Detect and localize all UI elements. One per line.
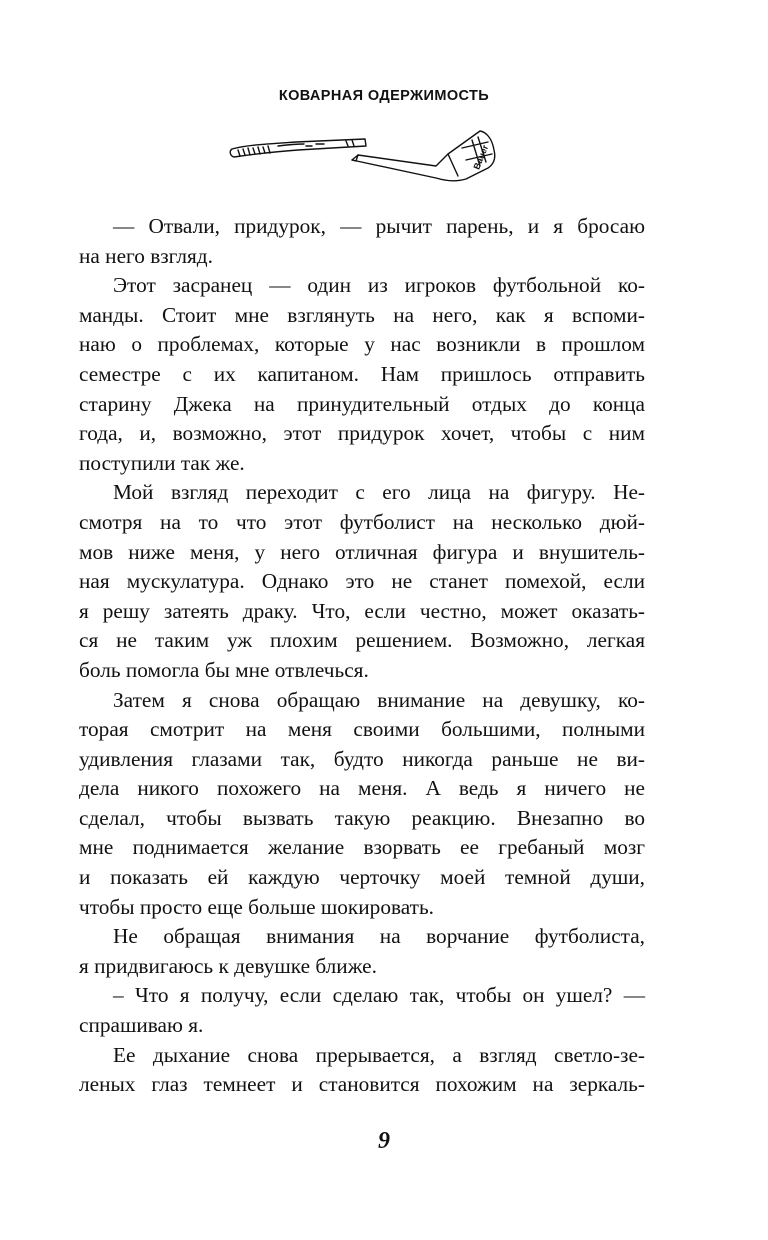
text-line: наю о проблемах, которые у нас возникли в прошлом: [79, 332, 645, 357]
text-line: дела никого похожего на меня. А ведь я ничего не: [79, 776, 645, 801]
body-text: [79, 212, 645, 1100]
text-line: поступили так же.: [79, 450, 245, 475]
text-line: семестре с их капитаном. Нам пришлось отправить: [79, 361, 645, 386]
text-line: года, и, возможно, этот придурок хочет, чтобы с ним: [79, 421, 645, 446]
text-line: — Отвали, придурок, — рычит парень, и я бросаю: [113, 214, 645, 238]
running-header: КОВАРНАЯ ОДЕРЖИМОСТЬ: [278, 88, 490, 104]
text-line: боль помогла бы мне отвлечься.: [79, 657, 369, 682]
text-line: торая смотрит на меня своими большими, полными: [79, 717, 645, 742]
text-line: смотря на то что этот футболист на несколько дюй-: [79, 509, 645, 534]
text-line: старину Джека на принудительный отдых до конца: [79, 391, 645, 416]
text-line: ная мускулатура. Однако это не станет помехой, если: [79, 569, 645, 594]
text-line: Ее дыхание снова прерывается, а взгляд светло-зе-: [113, 1042, 645, 1067]
text-line: леных глаз темнеет и становится похожим на зеркаль-: [79, 1072, 645, 1097]
text-line: удивления глазами так, будто никогда раньше не ви-: [79, 746, 645, 771]
text-line: манды. Стоит мне взглянуть на него, как я вспоми-: [79, 302, 645, 327]
text-line: Мой взгляд переходит с его лица на фигуру. Не-: [113, 480, 645, 505]
text-line: Затем я снова обращаю внимание на девушку, ко-: [113, 687, 645, 712]
text-line: Не обращая внимания на ворчание футболиста,: [113, 924, 645, 949]
stick-brand-text: Bauer: [471, 143, 491, 171]
text-line: чтобы просто еще больше шокировать.: [79, 894, 434, 919]
text-line: и показать ей каждую черточку моей темной души,: [79, 865, 645, 890]
text-line: я придвигаюсь к девушке ближе.: [79, 953, 377, 978]
text-line: мов ниже меня, у него отличная фигура и внушитель-: [79, 539, 645, 564]
text-line: на него взгляд.: [79, 243, 213, 268]
text-line: ся не таким уж плохим решением. Возможно, легкая: [79, 628, 645, 653]
text-line: сделал, чтобы вызвать такую реакцию. Внезапно во: [79, 805, 645, 830]
page-number: 9: [378, 1128, 390, 1154]
text-line: спрашиваю я.: [79, 1013, 204, 1038]
text-line: я решу затеять драку. Что, если честно, может оказать-: [79, 598, 645, 623]
text-line: мне поднимается желание взорвать ее гребаный мозг: [79, 835, 645, 860]
text-line: – Что я получу, если сделаю так, чтобы он ушел? —: [113, 983, 645, 1008]
text-line: Этот засранец — один из игроков футбольной ко-: [113, 273, 645, 298]
hockey-stick-ornament-icon: [226, 128, 498, 190]
